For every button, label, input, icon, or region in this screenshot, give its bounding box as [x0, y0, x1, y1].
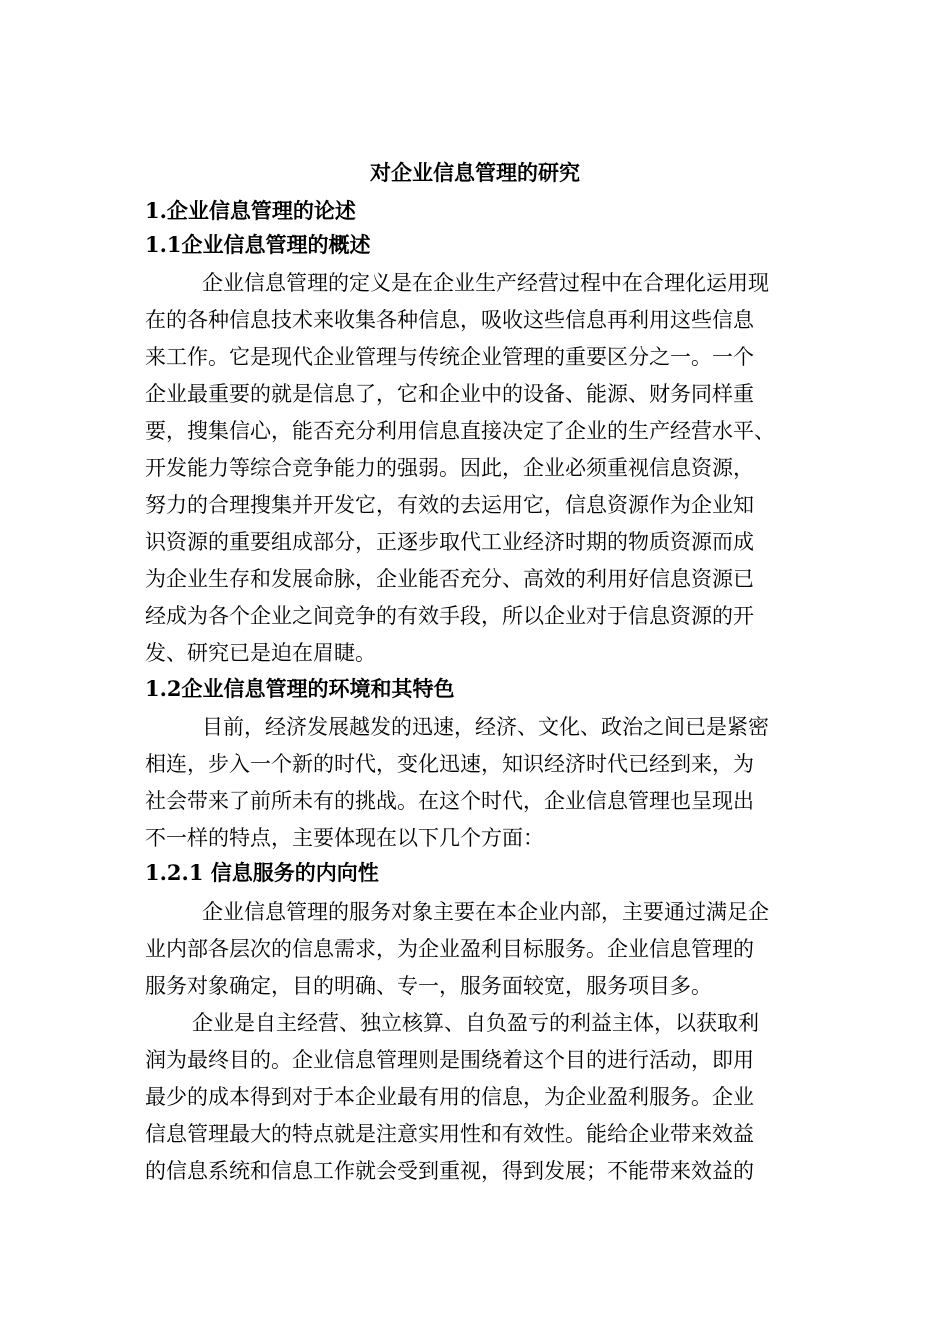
paragraph-line: 相连，步入一个新的时代，变化迅速，知识经济时代已经到来，为 [145, 752, 754, 776]
paragraph-line: 发、研究已是迫在眉睫。 [145, 641, 376, 665]
paragraph-line: 努力的合理搜集并开发它，有效的去运用它，信息资源作为企业知 [145, 493, 754, 517]
paragraph-line: 企业信息管理的服务对象主要在本企业内部，主要通过满足企 [202, 900, 769, 924]
paragraph-line: 信息管理最大的特点就是注意实用性和有效性。能给企业带来效益 [145, 1122, 754, 1146]
paragraph-line: 服务对象确定，目的明确、专一，服务面较宽，服务项目多。 [145, 974, 712, 998]
paragraph-line: 为企业生存和发展命脉，企业能否充分、高效的利用好信息资源已 [145, 567, 754, 591]
paragraph-line: 社会带来了前所未有的挑战。在这个时代，企业信息管理也呈现出 [145, 789, 754, 813]
section-heading-1-2: 1.2企业信息管理的环境和其特色 [145, 676, 455, 701]
paragraph-line: 业内部各层次的信息需求，为企业盈利目标服务。企业信息管理的 [145, 937, 754, 961]
paragraph-line: 企业最重要的就是信息了，它和企业中的设备、能源、财务同样重 [145, 382, 754, 406]
paragraph-4 [145, 1005, 825, 1190]
document-title: 对企业信息管理的研究 [370, 160, 580, 185]
paragraph-line: 在的各种信息技术来收集各种信息，吸收这些信息再利用这些信息 [145, 308, 754, 332]
paragraph-line: 目前，经济发展越发的迅速，经济、文化、政治之间已是紧密 [202, 715, 769, 739]
section-heading-1: 1.企业信息管理的论述 [145, 198, 356, 223]
paragraph-line: 的信息系统和信息工作就会受到重视，得到发展；不能带来效益的 [145, 1159, 754, 1183]
section-heading-1-2-1: 1.2.1 信息服务的内向性 [145, 860, 379, 885]
paragraph-line: 润为最终目的。企业信息管理则是围绕着这个目的进行活动，即用 [145, 1048, 754, 1072]
paragraph-line: 不一样的特点，主要体现在以下几个方面： [145, 826, 544, 850]
paragraph-line: 最少的成本得到对于本企业最有用的信息，为企业盈利服务。企业 [145, 1085, 754, 1109]
paragraph-line: 企业是自主经营、独立核算、自负盈亏的利益主体，以获取利 [192, 1011, 759, 1035]
paragraph-2 [145, 709, 825, 857]
paragraph-1 [145, 265, 825, 672]
paragraph-line: 来工作。它是现代企业管理与传统企业管理的重要区分之一。一个 [145, 345, 754, 369]
paragraph-line: 要，搜集信心，能否充分利用信息直接决定了企业的生产经营水平、 [145, 419, 775, 443]
paragraph-line: 识资源的重要组成部分，正逐步取代工业经济时期的物质资源而成 [145, 530, 754, 554]
section-heading-1-1: 1.1企业信息管理的概述 [145, 232, 371, 257]
paragraph-line: 经成为各个企业之间竞争的有效手段，所以企业对于信息资源的开 [145, 604, 754, 628]
paragraph-line: 开发能力等综合竞争能力的强弱。因此，企业必须重视信息资源， [145, 456, 754, 480]
paragraph-line: 企业信息管理的定义是在企业生产经营过程中在合理化运用现 [202, 271, 769, 295]
paragraph-3 [145, 894, 825, 1005]
